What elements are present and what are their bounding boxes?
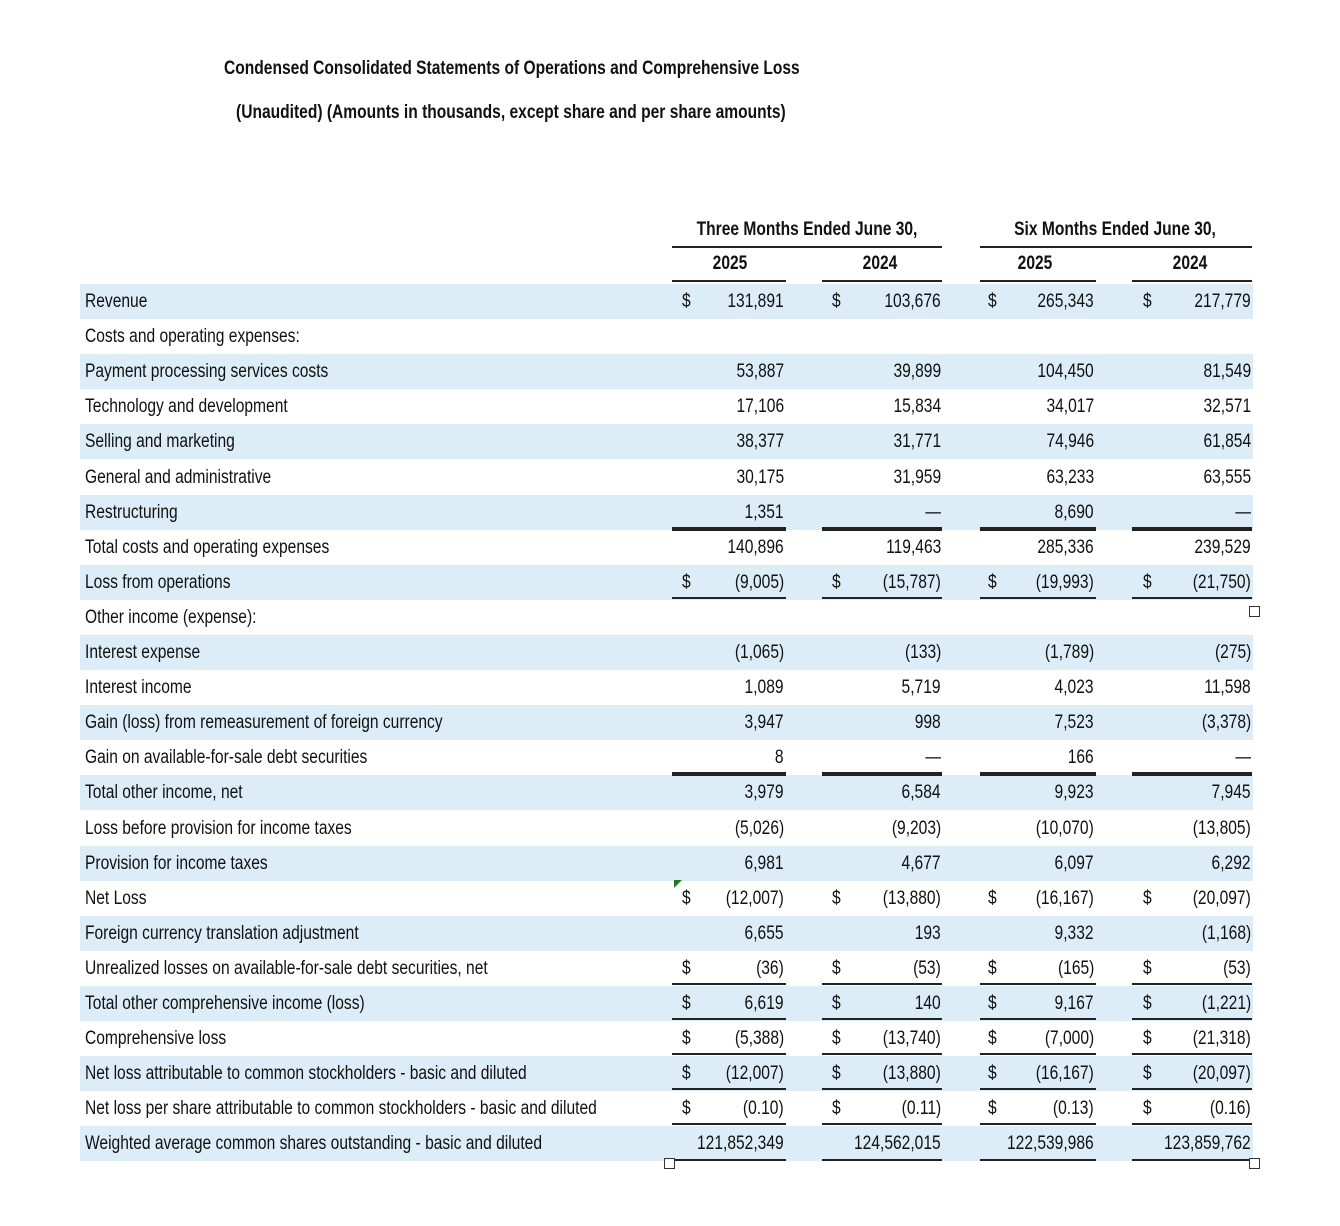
total-rule [672, 983, 786, 985]
value-cell: 15,834 [893, 396, 941, 418]
value-cell: (165) [1057, 957, 1094, 979]
total-rule [672, 1018, 786, 1020]
value-cell: 140 [915, 993, 941, 1014]
total-rule [1132, 1053, 1252, 1055]
value-cell: 39,899 [893, 361, 941, 383]
total-rule [672, 1123, 786, 1125]
header-year-3m-2024: 2024 [862, 253, 898, 274]
value-cell: 17,106 [736, 396, 784, 418]
value-cell: (275) [1214, 642, 1251, 663]
currency-symbol: $ [988, 1063, 997, 1085]
value-cell: 7,945 [1212, 782, 1251, 804]
value-cell: (1,221) [1201, 993, 1251, 1014]
total-rule [980, 597, 1096, 599]
row-label: Provision for income taxes [85, 852, 268, 874]
table-row [80, 354, 1253, 389]
table-row [80, 1021, 1253, 1056]
value-cell: (12,007) [725, 887, 784, 909]
currency-symbol: $ [832, 1028, 841, 1050]
value-cell: 121,852,349 [697, 1133, 784, 1155]
value-cell: (3,378) [1201, 712, 1251, 734]
currency-symbol: $ [1143, 291, 1152, 312]
row-label: Total other income, net [85, 782, 243, 804]
row-label: General and administrative [85, 466, 272, 488]
table-row [80, 460, 1253, 495]
value-cell: 38,377 [736, 431, 784, 453]
currency-symbol: $ [682, 993, 691, 1014]
value-cell: 34,017 [1046, 396, 1094, 418]
currency-symbol: $ [988, 1028, 997, 1050]
value-cell: 4,677 [902, 852, 941, 874]
value-cell: (0.11) [901, 1098, 941, 1120]
currency-symbol: $ [832, 1098, 841, 1120]
total-rule [1132, 983, 1252, 985]
value-cell: 6,981 [745, 852, 784, 874]
value-cell: 122,539,986 [1007, 1133, 1094, 1155]
total-rule [1132, 597, 1252, 599]
value-cell: (7,000) [1044, 1028, 1094, 1050]
value-cell: 103,676 [884, 291, 941, 312]
row-label: Interest income [85, 677, 192, 699]
value-cell: (5,388) [734, 1028, 784, 1050]
value-cell: 166 [1068, 747, 1094, 769]
value-cell: 285,336 [1037, 536, 1094, 558]
currency-symbol: $ [682, 1028, 691, 1050]
value-cell: 5,719 [902, 677, 941, 699]
row-label: Costs and operating expenses: [85, 326, 300, 348]
currency-symbol: $ [682, 887, 691, 909]
table-row [80, 1056, 1253, 1091]
currency-symbol: $ [1143, 1098, 1152, 1120]
value-cell: 998 [915, 712, 941, 734]
row-label: Net loss per share attributable to common stockholders - basic and diluted [85, 1098, 597, 1120]
table-row [80, 670, 1253, 705]
value-cell: 9,923 [1055, 782, 1094, 804]
value-cell: (13,880) [882, 1063, 941, 1085]
value-cell: 63,555 [1203, 466, 1251, 488]
value-cell: 6,619 [745, 993, 784, 1014]
value-cell: 3,979 [745, 782, 784, 804]
currency-symbol: $ [832, 571, 841, 593]
value-cell: (20,097) [1192, 1063, 1251, 1085]
value-cell: 1,351 [745, 501, 784, 523]
value-cell: 7,523 [1055, 712, 1094, 734]
value-cell: 30,175 [736, 466, 784, 488]
total-rule [980, 1088, 1096, 1090]
header-year-6m-2024: 2024 [1172, 253, 1208, 274]
row-label: Selling and marketing [85, 431, 235, 453]
value-cell: 81,549 [1203, 361, 1251, 383]
value-cell: 124,562,015 [854, 1133, 941, 1155]
value-cell: (9,005) [734, 571, 784, 593]
value-cell: 9,332 [1055, 922, 1094, 944]
table-row [80, 600, 1253, 635]
currency-symbol: $ [988, 571, 997, 593]
currency-symbol: $ [988, 291, 997, 312]
total-rule [1132, 1159, 1252, 1161]
subtotal-rule [672, 774, 786, 776]
subtotal-rule [822, 774, 942, 776]
value-cell: 104,450 [1037, 361, 1094, 383]
value-cell: 11,598 [1204, 677, 1251, 699]
value-cell: 4,023 [1055, 677, 1094, 699]
currency-symbol: $ [682, 571, 691, 593]
currency-symbol: $ [682, 291, 691, 312]
value-cell: 32,571 [1203, 396, 1251, 418]
currency-symbol: $ [682, 1098, 691, 1120]
value-cell: (10,070) [1035, 817, 1094, 839]
total-rule [980, 1159, 1096, 1161]
table-row [80, 1091, 1253, 1126]
table-row [80, 1126, 1253, 1161]
currency-symbol: $ [832, 291, 841, 312]
currency-symbol: $ [682, 1063, 691, 1085]
total-rule [822, 1123, 942, 1125]
value-cell: 3,947 [745, 712, 784, 734]
total-rule [980, 983, 1096, 985]
total-rule [822, 983, 942, 985]
value-cell: 239,529 [1194, 536, 1251, 558]
currency-symbol: $ [1143, 887, 1152, 909]
total-rule [822, 1053, 942, 1055]
row-label: Other income (expense): [85, 606, 257, 628]
value-cell: 140,896 [727, 536, 784, 558]
total-rule [980, 1053, 1096, 1055]
total-rule [980, 1123, 1096, 1125]
subtotal-rule [672, 529, 786, 531]
row-label: Gain on available-for-sale debt securities [85, 747, 368, 769]
row-label: Revenue [85, 291, 148, 312]
statement-subtitle: (Unaudited) (Amounts in thousands, except share and per share amounts) [236, 102, 786, 123]
currency-symbol: $ [1143, 1028, 1152, 1050]
value-cell: (9,203) [891, 817, 941, 839]
value-cell: (0.10) [743, 1098, 784, 1120]
row-label: Net loss attributable to common stockholders - basic and diluted [85, 1063, 527, 1085]
value-cell: 123,859,762 [1164, 1133, 1251, 1155]
selection-handle[interactable] [1249, 1158, 1260, 1169]
value-cell: 61,854 [1203, 431, 1251, 453]
table-row [80, 284, 1253, 319]
value-cell: (21,750) [1192, 571, 1251, 593]
value-cell: 63,233 [1046, 466, 1094, 488]
value-cell: (36) [756, 957, 784, 979]
cell-comment-marker-icon [674, 880, 682, 888]
value-cell: 6,292 [1212, 852, 1251, 874]
subtotal-rule [980, 774, 1096, 776]
table-row [80, 565, 1253, 600]
row-label: Restructuring [85, 501, 178, 523]
currency-symbol: $ [1143, 571, 1152, 593]
selection-handle[interactable] [664, 1158, 675, 1169]
value-cell: 217,779 [1194, 291, 1251, 312]
row-label: Unrealized losses on available-for-sale debt securities, net [85, 957, 488, 979]
value-cell: (20,097) [1192, 887, 1251, 909]
table-row [80, 951, 1253, 986]
row-label: Gain (loss) from remeasurement of foreign currency [85, 712, 443, 734]
total-rule [672, 1088, 786, 1090]
value-cell: (13,805) [1192, 817, 1251, 839]
currency-symbol: $ [832, 1063, 841, 1085]
value-cell: — [1235, 747, 1251, 769]
row-label: Loss from operations [85, 571, 231, 593]
total-rule [1132, 1088, 1252, 1090]
value-cell: (16,167) [1035, 887, 1094, 909]
value-cell: 119,463 [885, 536, 941, 558]
value-cell: 193 [915, 922, 941, 944]
value-cell: (133) [904, 642, 941, 663]
value-cell: 6,097 [1055, 852, 1094, 874]
subtotal-rule [1132, 529, 1252, 531]
value-cell: 6,655 [745, 922, 784, 944]
table-row [80, 319, 1253, 354]
currency-symbol: $ [1143, 993, 1152, 1014]
row-label: Payment processing services costs [85, 361, 329, 383]
value-cell: — [1235, 501, 1251, 523]
value-cell: 265,343 [1037, 291, 1094, 312]
header-year-rule-4 [1132, 280, 1252, 282]
header-six-months: Six Months Ended June 30, [1014, 219, 1216, 240]
table-row [80, 705, 1253, 740]
table-row [80, 916, 1253, 951]
value-cell: (0.13) [1053, 1098, 1094, 1120]
value-cell: 8,690 [1055, 501, 1094, 523]
value-cell: (1,065) [734, 642, 784, 663]
total-rule [980, 1018, 1096, 1020]
table-row [80, 530, 1253, 565]
header-year-3m-2025: 2025 [712, 253, 748, 274]
value-cell: 53,887 [736, 361, 784, 383]
table-row [80, 635, 1253, 670]
value-cell: (1,789) [1044, 642, 1094, 663]
value-cell: 8 [775, 747, 784, 769]
row-label: Comprehensive loss [85, 1028, 227, 1050]
currency-symbol: $ [988, 887, 997, 909]
total-rule [1132, 1123, 1252, 1125]
header-three-months-rule [672, 246, 942, 248]
value-cell: 9,167 [1055, 993, 1094, 1014]
table-row [80, 495, 1253, 530]
value-cell: (1,168) [1201, 922, 1251, 944]
selection-handle[interactable] [1249, 606, 1260, 617]
value-cell: (0.16) [1210, 1098, 1251, 1120]
subtotal-rule [822, 529, 942, 531]
value-cell: 6,584 [902, 782, 941, 804]
row-label: Technology and development [85, 396, 288, 418]
value-cell: (15,787) [882, 571, 941, 593]
total-rule [672, 597, 786, 599]
table-row [80, 811, 1253, 846]
table-row [80, 846, 1253, 881]
row-label: Weighted average common shares outstanding - basic and diluted [85, 1133, 543, 1155]
table-row [80, 881, 1253, 916]
value-cell: (19,993) [1035, 571, 1094, 593]
row-label: Net Loss [85, 887, 147, 909]
header-year-rule-1 [672, 280, 786, 282]
total-rule [822, 597, 942, 599]
total-rule [672, 1053, 786, 1055]
currency-symbol: $ [832, 887, 841, 909]
row-label: Loss before provision for income taxes [85, 817, 352, 839]
currency-symbol: $ [1143, 957, 1152, 979]
table-row [80, 740, 1253, 775]
table-row [80, 389, 1253, 424]
value-cell: (13,880) [882, 887, 941, 909]
row-label: Interest expense [85, 642, 201, 663]
subtotal-rule [980, 529, 1096, 531]
value-cell: — [925, 501, 941, 523]
total-rule [822, 1088, 942, 1090]
value-cell: (53) [913, 957, 941, 979]
currency-symbol: $ [1143, 1063, 1152, 1085]
value-cell: 31,959 [893, 466, 941, 488]
header-year-rule-3 [980, 280, 1096, 282]
table-row [80, 424, 1253, 459]
value-cell: 74,946 [1046, 431, 1094, 453]
currency-symbol: $ [988, 993, 997, 1014]
currency-symbol: $ [988, 957, 997, 979]
table-row [80, 775, 1253, 810]
currency-symbol: $ [832, 957, 841, 979]
value-cell: 1,089 [745, 677, 784, 699]
total-rule [672, 1159, 786, 1161]
row-label: Total other comprehensive income (loss) [85, 993, 365, 1014]
statement-title: Condensed Consolidated Statements of Operations and Comprehensive Loss [224, 58, 800, 79]
value-cell: — [925, 747, 941, 769]
subtotal-rule [1132, 774, 1252, 776]
row-label: Total costs and operating expenses [85, 536, 330, 558]
row-label: Foreign currency translation adjustment [85, 922, 359, 944]
total-rule [1132, 1018, 1252, 1020]
total-rule [822, 1159, 942, 1161]
value-cell: (13,740) [882, 1028, 941, 1050]
currency-symbol: $ [832, 993, 841, 1014]
currency-symbol: $ [988, 1098, 997, 1120]
value-cell: (5,026) [734, 817, 784, 839]
table-row [80, 986, 1253, 1021]
value-cell: 31,771 [893, 431, 941, 453]
header-three-months: Three Months Ended June 30, [696, 219, 918, 240]
currency-symbol: $ [682, 957, 691, 979]
value-cell: (53) [1223, 957, 1251, 979]
header-year-rule-2 [822, 280, 942, 282]
header-six-months-rule [980, 246, 1252, 248]
value-cell: (21,318) [1192, 1028, 1251, 1050]
value-cell: 131,891 [727, 291, 784, 312]
total-rule [822, 1018, 942, 1020]
header-year-6m-2025: 2025 [1017, 253, 1053, 274]
value-cell: (16,167) [1035, 1063, 1094, 1085]
value-cell: (12,007) [725, 1063, 784, 1085]
